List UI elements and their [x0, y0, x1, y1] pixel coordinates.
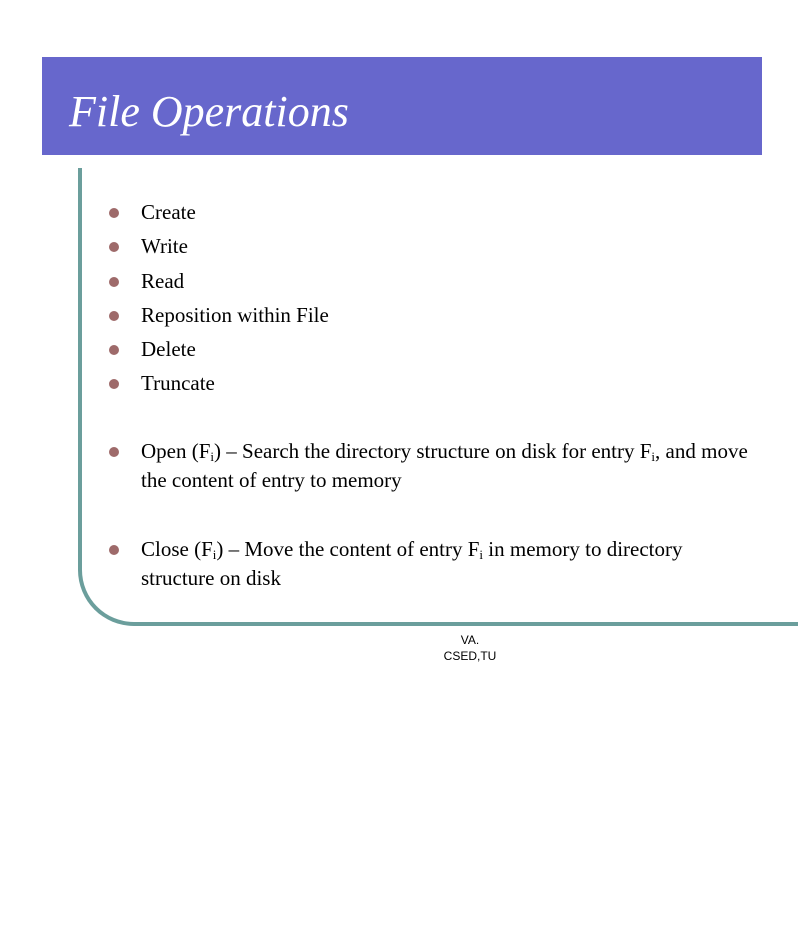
bullet-write: Write: [141, 234, 188, 258]
bullet-icon: [109, 277, 119, 287]
bullet-icon: [109, 379, 119, 389]
bullet-delete: Delete: [141, 337, 196, 361]
bullet-read: Read: [141, 269, 185, 293]
bullet-create: Create: [141, 200, 196, 224]
footer-line2: CSED,TU: [443, 649, 497, 663]
footer-credit: [420, 632, 520, 664]
bullet-close: Close $(F_i)$ – Move the content of entry $F_i$ in memory to directory: [141, 537, 683, 562]
slide-title: File Operations: [69, 87, 349, 136]
bullet-icon: [109, 447, 119, 457]
bullet-icon: [109, 208, 119, 218]
footer-line1: VA.: [460, 633, 480, 647]
bullet-icon: [109, 345, 119, 355]
bullet-open-line2: the content of entry to memory: [141, 468, 402, 492]
bullet-truncate: Truncate: [141, 371, 215, 395]
bullet-reposition: Reposition within File: [141, 303, 329, 327]
bullet-close-line2: structure on disk: [141, 566, 281, 590]
bullet-icon: [109, 545, 119, 555]
title-underline: [42, 155, 762, 158]
bullet-open: Open $(F_i)$ – Search the directory structure on disk for entry $F_i$, and move: [141, 439, 748, 464]
bullet-icon: [109, 242, 119, 252]
bullet-icon: [109, 311, 119, 321]
